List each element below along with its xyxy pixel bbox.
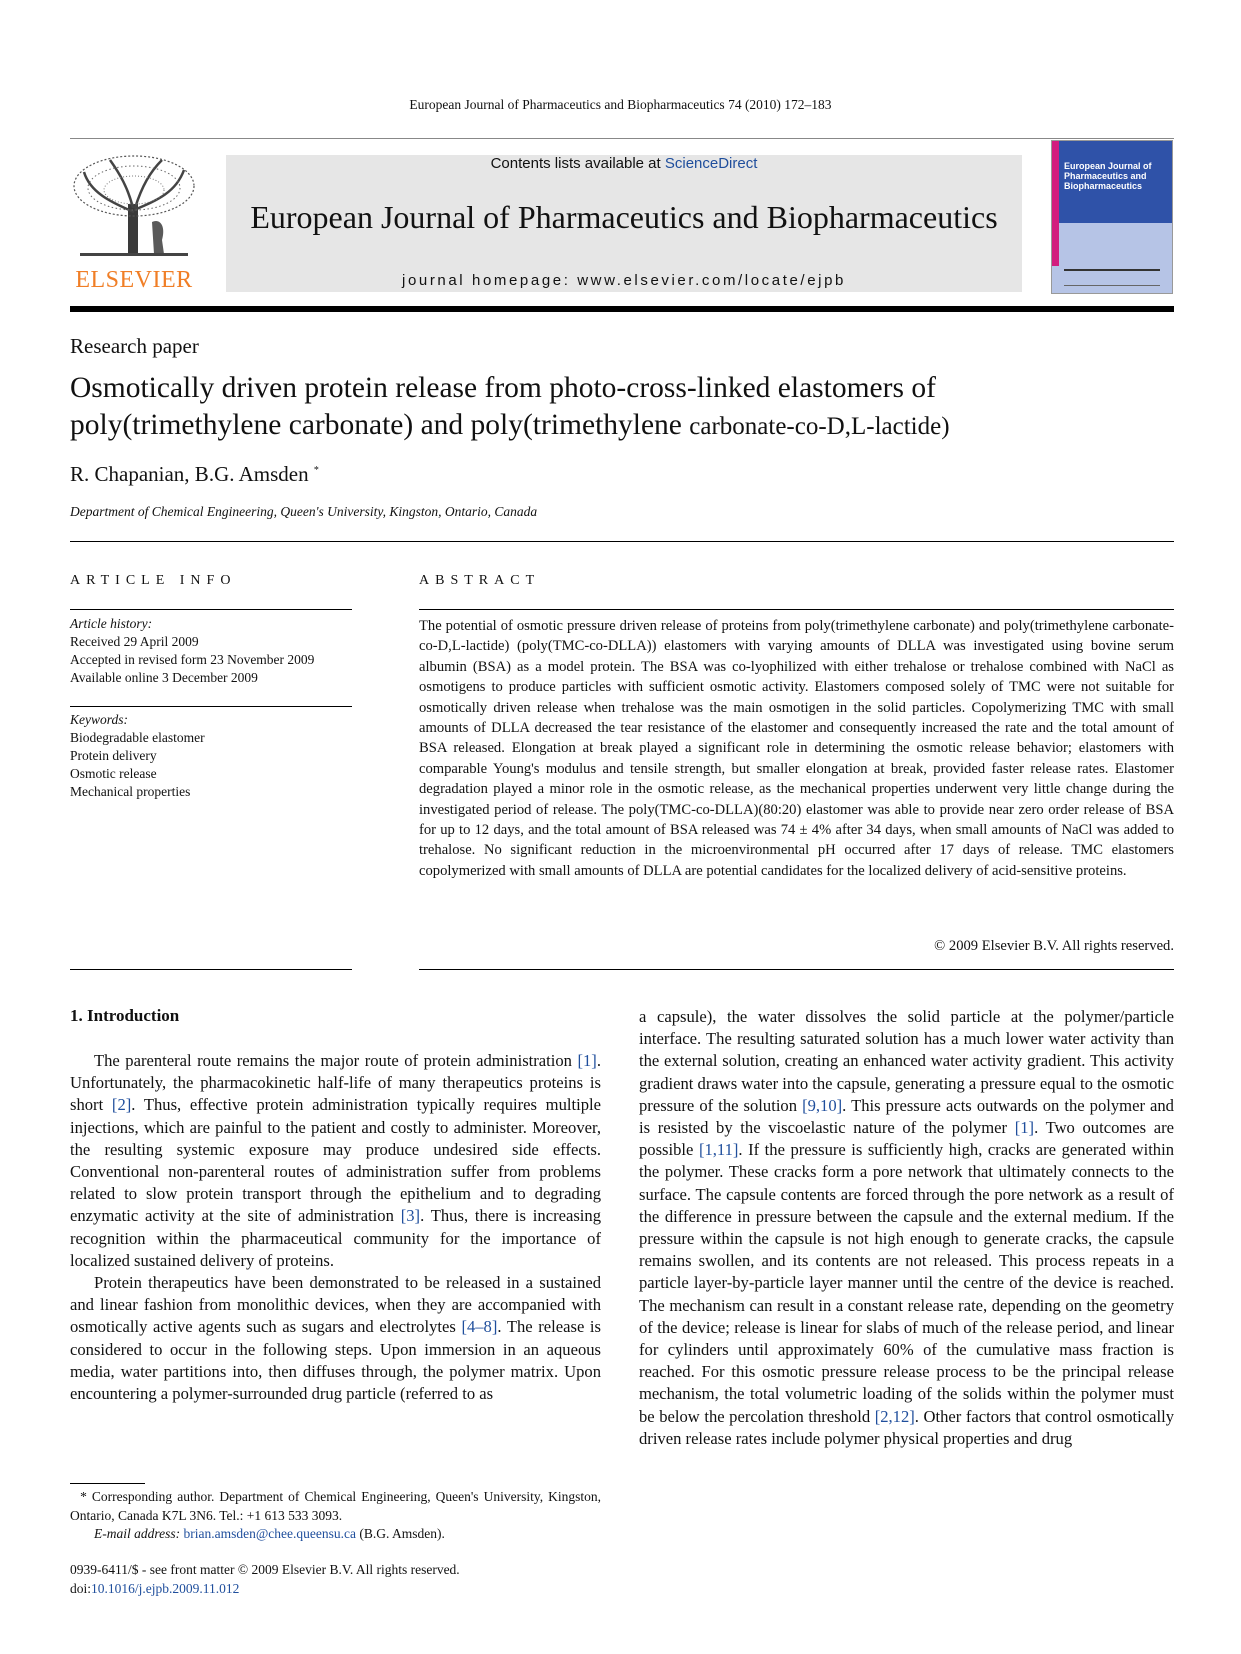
body-column-left — [70, 1050, 601, 1405]
doi-line — [70, 1580, 670, 1599]
journal-cover-thumbnail — [1051, 140, 1173, 294]
title-line-1: Osmotically driven protein release from photo-cross-linked elastomers of — [70, 372, 936, 404]
reference-link[interactable]: [1] — [577, 1051, 597, 1070]
article-type: Research paper — [70, 334, 199, 358]
history-received: Received 29 April 2009 — [70, 634, 199, 649]
reference-link[interactable]: [2] — [111, 1095, 132, 1115]
abstract-copyright: © 2009 Elsevier B.V. All rights reserved. — [934, 938, 1174, 954]
journal-citation: European Journal of Pharmaceutics and Biopharmaceutics 74 (2010) 172–183 — [409, 97, 832, 112]
cover-title: European Journal of Pharmaceutics and Biopharmaceutics — [1064, 161, 1152, 191]
affiliation: Department of Chemical Engineering, Queen's University, Kingston, Ontario, Canada — [70, 504, 538, 519]
reference-link[interactable]: [4–8] — [461, 1317, 498, 1337]
title-line-2-small: carbonate-co-D,L-lactide) — [689, 413, 950, 440]
keyword-item: Mechanical properties — [70, 784, 191, 799]
doi-link[interactable]: 10.1016/j.ejpb.2009.11.012 — [91, 1580, 240, 1596]
elsevier-logo — [70, 152, 198, 294]
divider — [70, 969, 352, 970]
footnote — [70, 1488, 601, 1544]
divider — [70, 609, 352, 610]
corresponding-author-mark[interactable]: * — [313, 465, 319, 476]
issn-line: 0939-6411/$ - see front matter © 2009 Elsevier B.V. All rights reserved. — [70, 1562, 460, 1577]
body-column-right — [639, 1006, 1174, 1450]
reference-link[interactable]: [2,12] — [874, 1406, 915, 1426]
divider — [70, 706, 352, 707]
keywords-label: Keywords: — [70, 712, 128, 727]
elsevier-tree-icon — [70, 152, 198, 264]
contents-availability — [226, 155, 1022, 172]
article-title — [70, 370, 1174, 445]
abstract-text: The potential of osmotic pressure driven release of proteins from poly(trimethylene carbonate) and poly(trimethylene carbonate-co-D,L-lactide) (poly(TMC-co-DLLA)) elastomers with varying amounts of DLLA was investigated using bovine serum albumin (BSA) as a model protein. The BSA was co-lyophilized with either trehalose or trehalose combined with NaCl as osmotigens to produce particles with sufficient osmotic activity. Elastomers composed solely of TMC were not suitable for osmotically driven release when trehalose was the main osmotigen in the solid particles. Copolymerizing TMC with small amounts of DLLA decreased the tear resistance of the elastomer and consequently increased the rate and the total amount of BSA released. Elongation at break played a significant role in determining the osmotic release behavior; elastomers with comparable Young's modulus and tensile strength, but smaller elongation at break, provided faster release rates. Elastomer degradation played a minor role in the osmotic release, as the mechanical properties underwent very little change during the investigated period of release. The poly(TMC-co-DLLA)(80:20) elastomer was able to provide near zero order release of BSA for up to 12 days, and the total amount of BSA released was 74 ± 4% after 34 days, when small amounts of NaCl was added to trehalose. No significant reduction in the microenvironmental pH occurred after 17 days of release. TMC elastomers copolymerized with small amounts of DLLA are potential candidates for the localized delivery of acid-sensitive proteins. — [419, 618, 1174, 879]
author-list — [70, 462, 319, 487]
keywords — [70, 711, 360, 801]
divider — [70, 541, 1174, 542]
reference-link[interactable]: [1,11] — [698, 1140, 739, 1160]
section-heading-introduction: 1. Introduction — [70, 1006, 180, 1025]
sciencedirect-link[interactable]: ScienceDirect — [664, 155, 758, 172]
footnote-divider — [70, 1483, 145, 1484]
reference-link[interactable]: [9,10] — [802, 1095, 843, 1115]
paragraph: Protein therapeutics have been demonstrated to be released in a sustained and linear fashion from monolithic devices, when they are accompanied with osmotically active agents such as sugars and electrolytes [4–8]. The release is considered to occur in the following steps. Upon immersion in an aqueous media, water partitions into, then diffuses through, the polymer matrix. Upon encountering a polymer-surrounded drug particle (referred to as — [70, 1273, 602, 1404]
journal-homepage[interactable]: journal homepage: www.elsevier.com/locate/ejpb — [402, 272, 846, 289]
email-label: E-mail address: — [94, 1526, 181, 1541]
contents-prefix: Contents lists available at — [490, 155, 661, 172]
article-info-heading: ARTICLE INFO — [70, 573, 237, 588]
divider — [419, 609, 1174, 610]
title-line-2-main: poly(trimethylene carbonate) and poly(trimethylene — [70, 409, 682, 441]
authors: R. Chapanian, B.G. Amsden — [70, 462, 309, 486]
keyword-item: Osmotic release — [70, 766, 157, 781]
doi-prefix: doi: — [70, 1580, 92, 1596]
history-label: Article history: — [70, 616, 153, 631]
history-online: Available online 3 December 2009 — [70, 670, 258, 685]
reference-link[interactable]: [1] — [1014, 1118, 1035, 1138]
cover-footer-graphic — [1064, 269, 1160, 286]
footnote-mark: * — [80, 1489, 87, 1504]
header-thick-divider — [70, 306, 1174, 312]
history-revised: Accepted in revised form 23 November 2009 — [70, 652, 315, 667]
paragraph: The parenteral route remains the major route of protein administration [1]. Unfortunately, the pharmacokinetic half-life of many therapeutics proteins is short [2]. Thus, effective protein administration typically requires multiple injections, which are painful to the patient and costly to administer. Moreover, the resulting systemic exposure may produce undesired side effects. Conventional non-parenteral routes of administration suffer from problems related to slow protein transport through the epithelium and to degrading enzymatic activity at the site of administration [3]. Thus, there is increasing recognition within the pharmaceutical community for the importance of localized sustained delivery of proteins. — [70, 1051, 601, 1270]
elsevier-wordmark: ELSEVIER — [75, 267, 193, 293]
footnote-text: Corresponding author. Department of Chemical Engineering, Queen's University, Kingston, Ontario, Canada K7L 3N6. Tel.: +1 613 533 3093. — [70, 1489, 602, 1523]
paragraph: a capsule), the water dissolves the solid particle at the polymer/particle interface. The resulting saturated solution has a much lower water activity than the external solution, creating an enhanced water activity gradient. This activity gradient draws water into the capsule, generating a pressure equal to the osmotic pressure of the solution [9,10]. This pressure acts outwards on the polymer and is resisted by the viscoelastic nature of the polymer [1]. Two outcomes are possible [1,11]. If the pressure is sufficiently high, cracks are generated within the polymer. These cracks form a pore network that ultimately connects to the surface. The capsule contents are forced through the pore network as a result of the difference in pressure between the capsule and the external medium. If the pressure within the capsule is not high enough to generate cracks, the capsule remains swollen, and its contents are not released. This process repeats in a particle layer-by-particle layer manner until the centre of the device is reached. The mechanism can result in a constant release rate, depending on the geometry of the device; release is linear for slabs of much of the release period, and linear for cylinders until approximately 60% of the cumulative mass fraction is reached. For this osmotic pressure release process to be the principal release mechanism, the total volumetric loading of the solids within the polymer must be below the percolation threshold [2,12]. Other factors that control osmotically driven release rates include polymer physical properties and drug — [639, 1007, 1175, 1448]
article-history — [70, 615, 360, 687]
front-matter — [70, 1561, 670, 1598]
email-suffix: (B.G. Amsden). — [359, 1526, 445, 1541]
abstract-heading: ABSTRACT — [419, 573, 541, 588]
journal-title: European Journal of Pharmaceutics and Biopharmaceutics — [250, 199, 998, 235]
keyword-item: Protein delivery — [70, 748, 157, 763]
title-line-2 — [70, 407, 1174, 445]
keyword-item: Biodegradable elastomer — [70, 730, 205, 745]
divider — [419, 969, 1174, 970]
email-link[interactable]: brian.amsden@chee.queensu.ca — [183, 1526, 356, 1541]
journal-banner — [226, 155, 1022, 292]
header-divider — [70, 138, 1174, 139]
reference-link[interactable]: [3] — [400, 1206, 421, 1226]
